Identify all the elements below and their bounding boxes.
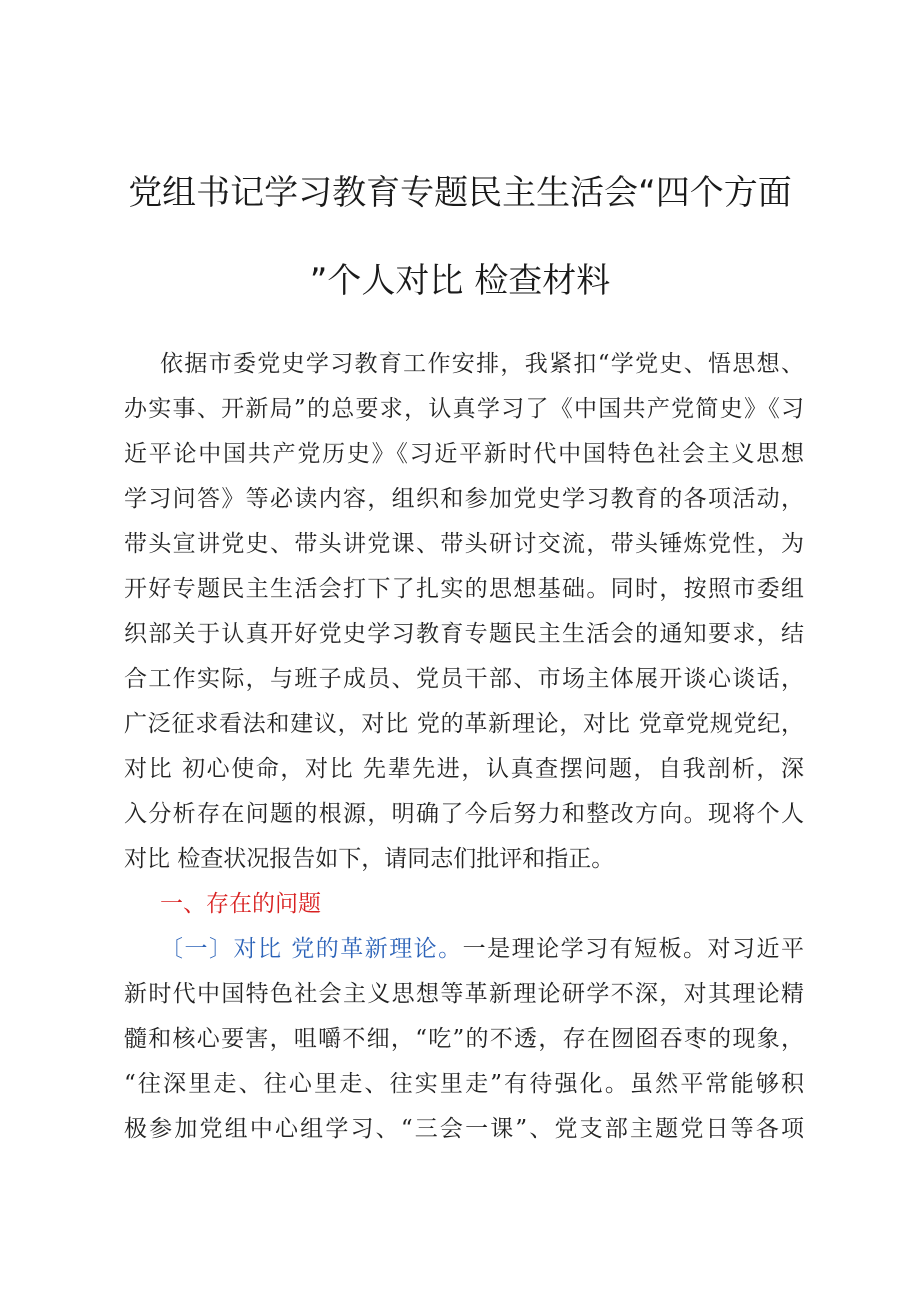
intro-paragraph-line: 办实事、开新局”的总要求，认真学习了《中国共产党简史》《习 [124,396,804,422]
subsection-heading-theory: 〔一〕对比 党的革新理论。 [160,936,463,962]
subsection-paragraph-line: 新时代中国特色社会主义思想等革新理论研学不深，对其理论精 [124,981,804,1007]
intro-paragraph-line: 带头宣讲党史、带头讲党课、带头研讨交流，带头锤炼党性，为 [124,531,804,557]
subsection-first-line [160,934,804,964]
intro-paragraph-line: 依据市委党史学习教育工作安排，我紧扣“学党史、悟思想、 [160,351,804,377]
document-title-line-1: 党组书记学习教育专题民主生活会“四个方面 [128,173,792,213]
subsection-first-line-text: 一是理论学习有短板。对习近平 [462,936,805,962]
intro-paragraph-line: 学习问答》等必读内容，组织和参加党史学习教育的各项活动， [124,486,804,512]
intro-paragraph-line: 入分析存在问题的根源，明确了今后努力和整改方向。现将个人 [124,801,804,827]
intro-paragraph-line: 开好专题民主生活会打下了扎实的思想基础。同时，按照市委组 [124,576,804,602]
intro-paragraph-line: 广泛征求看法和建议，对比 党的革新理论，对比 党章党规党纪， [124,711,804,737]
intro-paragraph-line: 织部关于认真开好党史学习教育专题民主生活会的通知要求，结 [124,621,804,647]
intro-paragraph-line: 合工作实际，与班子成员、党员干部、市场主体展开谈心谈话， [124,666,804,692]
intro-paragraph-line: 对比 检查状况报告如下，请同志们批评和指正。 [124,846,615,872]
subsection-paragraph-line: “往深里走、往心里走、往实里走”有待强化。虽然平常能够积 [124,1071,804,1097]
section-heading-problems: 一、存在的问题 [160,891,321,917]
intro-paragraph-line: 近平论中国共产党历史》《习近平新时代中国特色社会主义思想 [124,441,804,467]
intro-paragraph-line: 对比 初心使命，对比 先辈先进，认真查摆问题，自我剖析，深 [124,756,804,782]
subsection-paragraph-line: 髓和核心要害，咀嚼不细，“吃”的不透，存在囫囵吞枣的现象， [124,1026,804,1052]
document-title-line-2: ”个人对比 检查材料 [309,261,611,301]
subsection-paragraph-line: 极参加党组中心组学习、“三会一课”、党支部主题党日等各项 [124,1116,804,1142]
